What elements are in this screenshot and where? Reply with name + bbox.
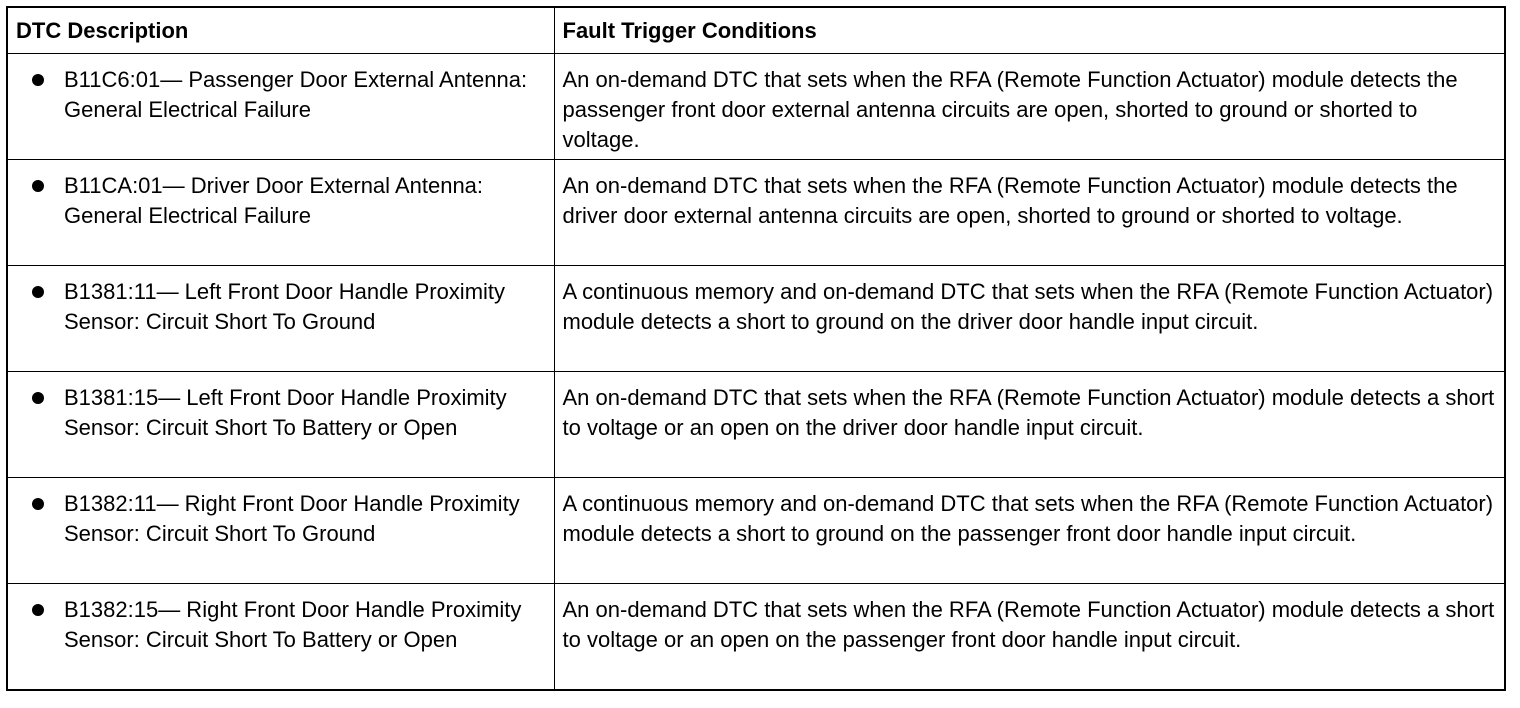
fault-trigger-cell: An on-demand DTC that sets when the RFA (Remote Function Actuator) module detects a short to voltage or an open on the driver door handle input circuit. [554, 372, 1505, 478]
dtc-description-text: B1381:11— Left Front Door Handle Proximity Sensor: Circuit Short To Ground [64, 279, 506, 334]
table-header [7, 7, 1505, 54]
table-row [7, 160, 1505, 266]
dtc-description-cell [7, 54, 554, 160]
dtc-description-cell [7, 160, 554, 266]
header-dtc-description: DTC Description [7, 7, 554, 54]
table-row [7, 266, 1505, 372]
bullet-icon [32, 286, 44, 298]
bullet-icon [32, 498, 44, 510]
dtc-description-cell [7, 584, 554, 690]
dtc-description-text: B1382:11— Right Front Door Handle Proximity Sensor: Circuit Short To Ground [64, 491, 520, 546]
fault-trigger-cell: An on-demand DTC that sets when the RFA (Remote Function Actuator) module detects a short to voltage or an open on the passenger front door handle input circuit. [554, 584, 1505, 690]
bullet-icon [32, 180, 44, 192]
fault-trigger-cell: An on-demand DTC that sets when the RFA (Remote Function Actuator) module detects the driver door external antenna circuits are open, shorted to ground or shorted to voltage. [554, 160, 1505, 266]
dtc-description-text: B1382:15— Right Front Door Handle Proximity Sensor: Circuit Short To Battery or Open [64, 597, 522, 652]
bullet-icon [32, 604, 44, 616]
dtc-table [6, 6, 1506, 691]
header-fault-trigger-conditions: Fault Trigger Conditions [554, 7, 1505, 54]
header-row [7, 7, 1505, 54]
fault-trigger-cell: An on-demand DTC that sets when the RFA (Remote Function Actuator) module detects the passenger front door external antenna circuits are open, shorted to ground or shorted to voltage. [554, 54, 1505, 160]
table-row [7, 478, 1505, 584]
fault-trigger-cell: A continuous memory and on-demand DTC that sets when the RFA (Remote Function Actuator) module detects a short to ground on the passenger front door handle input circuit. [554, 478, 1505, 584]
dtc-description-text: B11CA:01— Driver Door External Antenna: General Electrical Failure [64, 173, 484, 228]
table-row [7, 584, 1505, 690]
dtc-description-cell [7, 478, 554, 584]
fault-trigger-cell: A continuous memory and on-demand DTC that sets when the RFA (Remote Function Actuator) module detects a short to ground on the driver door handle input circuit. [554, 266, 1505, 372]
dtc-description-cell [7, 266, 554, 372]
dtc-description-text: B1381:15— Left Front Door Handle Proximity Sensor: Circuit Short To Battery or Open [64, 385, 507, 440]
table-body [7, 54, 1505, 690]
table-row [7, 372, 1505, 478]
bullet-icon [32, 392, 44, 404]
dtc-description-text: B11C6:01— Passenger Door External Antenna: General Electrical Failure [64, 67, 528, 122]
dtc-description-cell [7, 372, 554, 478]
bullet-icon [32, 74, 44, 86]
table-row [7, 54, 1505, 160]
